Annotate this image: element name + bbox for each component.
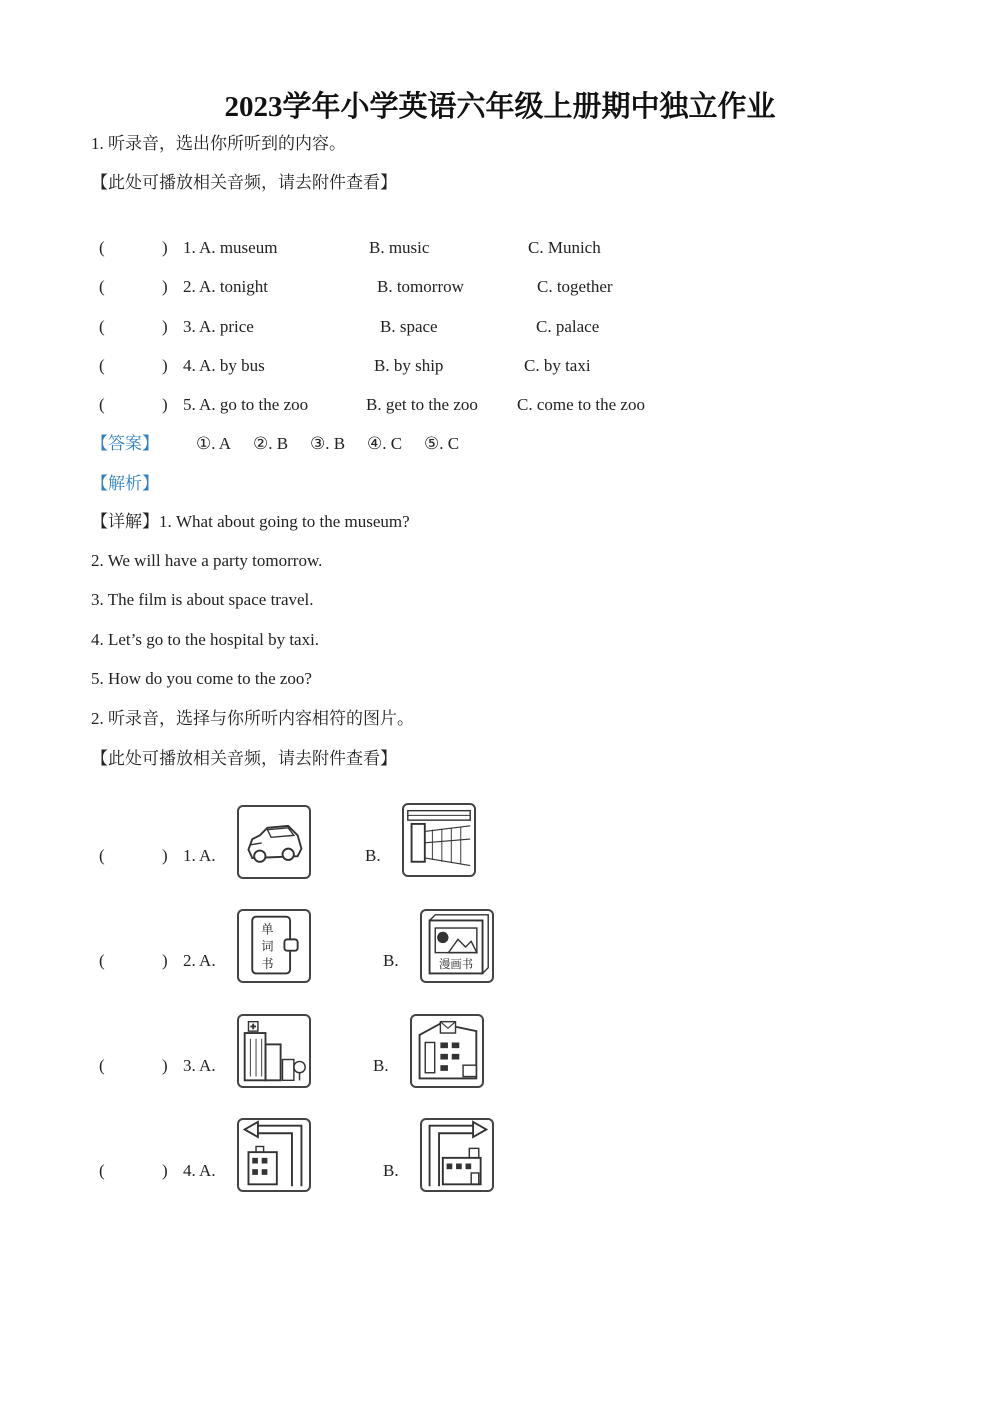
page-title: 2023学年小学英语六年级上册期中独立作业	[224, 91, 776, 123]
answer-paren-close: )	[162, 1161, 168, 1180]
detail-line: 5. How do you come to the zoo?	[91, 669, 312, 688]
option-c: C. palace	[536, 317, 600, 336]
answer-paren-open[interactable]: (	[99, 356, 105, 375]
option-b: B. tomorrow	[377, 277, 464, 296]
analysis-label: 【解析】	[91, 474, 159, 493]
option-b: B.	[365, 846, 381, 865]
answer-paren-close: )	[162, 395, 168, 414]
option-c: C. come to the zoo	[517, 395, 645, 414]
option-a: 5. A. go to the zoo	[183, 395, 309, 414]
option-a: 1. A. museum	[183, 238, 278, 257]
answer-item: ④. C	[367, 434, 403, 453]
option-a: 1. A.	[183, 846, 216, 865]
subway-icon[interactable]	[402, 803, 476, 877]
detail-line: 4. Let’s go to the hospital by taxi.	[91, 630, 320, 649]
option-b: B.	[383, 1161, 399, 1180]
option-a: 4. A.	[183, 1161, 216, 1180]
hospital-icon[interactable]	[237, 1014, 311, 1088]
answer-label: 【答案】	[91, 434, 159, 453]
answer-paren-close: )	[162, 356, 168, 375]
detail-line: 3. The film is about space travel.	[91, 590, 314, 609]
detail-text: 1. What about going to the museum?	[159, 512, 410, 531]
word-book-char: 书	[261, 956, 274, 971]
option-b: B. space	[380, 317, 438, 336]
option-b: B. music	[369, 238, 430, 257]
answer-paren-open[interactable]: (	[99, 395, 105, 414]
word-book-char: 单	[261, 922, 274, 937]
option-b: B.	[383, 951, 399, 970]
answer-paren-open[interactable]: (	[99, 317, 105, 336]
answer-paren-open[interactable]: (	[99, 1056, 105, 1075]
section1-instruction: 1. 听录音，选出你所听到的内容。	[91, 134, 346, 153]
option-b: B. by ship	[374, 356, 444, 375]
option-c: C. together	[537, 277, 613, 296]
option-a: 2. A. tonight	[183, 277, 269, 296]
word-book-char: 词	[261, 939, 274, 954]
answer-paren-close: )	[162, 1056, 168, 1075]
comic-book-title: 漫画书	[439, 956, 474, 971]
answer-paren-close: )	[162, 846, 168, 865]
section2-audio-note: 【此处可播放相关音频，请去附件查看】	[91, 749, 397, 768]
section2-instruction: 2. 听录音，选择与你所听内容相符的图片。	[91, 709, 414, 728]
answer-item: ③. B	[310, 434, 346, 453]
answer-paren-close: )	[162, 277, 168, 296]
comic-book-icon[interactable]	[420, 909, 494, 983]
post-office-icon[interactable]	[410, 1014, 484, 1088]
answer-paren-open[interactable]: (	[99, 846, 105, 865]
detail-line	[91, 512, 410, 532]
answer-paren-close: )	[162, 238, 168, 257]
answer-paren-open[interactable]: (	[99, 951, 105, 970]
option-a: 4. A. by bus	[183, 356, 265, 375]
option-b: B. get to the zoo	[366, 395, 478, 414]
option-a: 3. A.	[183, 1056, 216, 1075]
option-c: C. by taxi	[524, 356, 591, 375]
answer-item: ①. A	[196, 434, 232, 453]
answer-paren-close: )	[162, 951, 168, 970]
detail-line: 2. We will have a party tomorrow.	[91, 551, 323, 570]
answer-paren-close: )	[162, 317, 168, 336]
option-a: 3. A. price	[183, 317, 254, 336]
answer-paren-open[interactable]: (	[99, 238, 105, 257]
answer-item: ⑤. C	[424, 434, 460, 453]
answer-item: ②. B	[253, 434, 289, 453]
answer-paren-open[interactable]: (	[99, 1161, 105, 1180]
answer-paren-open[interactable]: (	[99, 277, 105, 296]
turn-left-icon[interactable]	[237, 1118, 311, 1192]
word-book-icon[interactable]	[237, 909, 311, 983]
option-c: C. Munich	[528, 238, 601, 257]
turn-right-icon[interactable]	[420, 1118, 494, 1192]
option-a: 2. A.	[183, 951, 216, 970]
section1-audio-note: 【此处可播放相关音频，请去附件查看】	[91, 173, 397, 192]
option-b: B.	[373, 1056, 389, 1075]
car-icon[interactable]	[237, 805, 311, 879]
detail-label: 【详解】	[91, 512, 159, 531]
